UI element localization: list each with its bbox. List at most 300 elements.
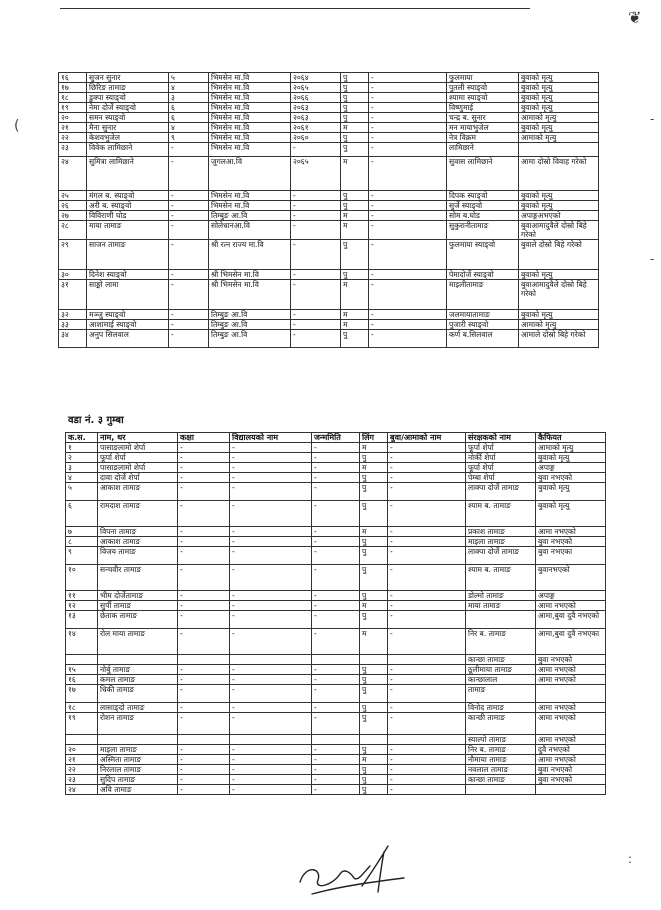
- table-row: [66, 675, 606, 685]
- cell-school: -: [230, 755, 312, 765]
- cell-name: विविराणी घोड: [87, 211, 169, 221]
- cell-dob: -: [312, 629, 360, 655]
- cell-parents: -: [388, 775, 466, 785]
- cell-name: विवेक लामिछाने: [87, 143, 169, 157]
- cell-guardian: लामिछाने: [447, 143, 519, 157]
- cell-parents: -: [388, 629, 466, 655]
- cell-guardian: मन मायाभुजेल: [447, 123, 519, 133]
- beneficiary-table-2: [65, 432, 606, 795]
- cell-guardian: पेमादोर्जे स्याङ्वो: [447, 270, 519, 280]
- cell-dob: -: [312, 755, 360, 765]
- cell-dob: -: [312, 565, 360, 591]
- cell-name: अनुप सिलवाल: [87, 330, 169, 348]
- cell-grade: -: [169, 221, 209, 240]
- cell-grade: -: [169, 191, 209, 201]
- cell-name: अरी ब. स्याङ्वो: [87, 201, 169, 211]
- cell-sex: [360, 735, 388, 745]
- cell-school: -: [230, 527, 312, 537]
- cell-grade: -: [178, 527, 230, 537]
- cell-remarks: आमा दोस्रो विवाह गरेको: [519, 157, 599, 191]
- table-row: [66, 745, 606, 755]
- cell-remarks: बुवाको मृत्यु: [519, 270, 599, 280]
- cell-grade: -: [169, 320, 209, 330]
- cell-school: -: [230, 765, 312, 775]
- cell-sn: १६: [66, 675, 98, 685]
- cell-dob: -: [312, 463, 360, 473]
- cell-sn: २०: [66, 745, 98, 755]
- cell-remarks: आमा नभएको: [536, 601, 606, 611]
- cell-name: सन्चवीर तामाङ: [98, 565, 178, 591]
- cell-grade: -: [178, 547, 230, 565]
- cell-guardian: फूर्पा शेर्पा: [466, 443, 536, 453]
- cell-sn: २५: [59, 191, 87, 201]
- cell-parents: -: [388, 483, 466, 501]
- cell-sn: १४: [66, 629, 98, 655]
- cell-sn: ५: [66, 483, 98, 501]
- cell-name: आकाश तामाङ: [98, 483, 178, 501]
- cell-sex: पु: [341, 143, 369, 157]
- cell-parents: -: [369, 73, 447, 83]
- cell-sex: पु: [360, 785, 388, 795]
- cell-dob: -: [291, 221, 341, 240]
- table-row: [66, 443, 606, 453]
- cell-sn: १०: [66, 565, 98, 591]
- cell-sn: १६: [59, 73, 87, 83]
- table-row: [66, 527, 606, 537]
- cell-sn: २०: [59, 113, 87, 123]
- cell-sex: पु: [360, 565, 388, 591]
- cell-sex: पु: [341, 93, 369, 103]
- cell-guardian: [466, 611, 536, 629]
- cell-grade: -: [178, 537, 230, 547]
- table-row: [66, 537, 606, 547]
- cell-sex: पु: [360, 765, 388, 775]
- cell-guardian: प्रकाश तामाङ: [466, 527, 536, 537]
- cell-dob: -: [291, 240, 341, 270]
- cell-sex: पु: [360, 775, 388, 785]
- cell-sex: पु: [360, 501, 388, 527]
- cell-name: अवि तामाङ: [98, 785, 178, 795]
- cell-sex: पु: [341, 270, 369, 280]
- cell-name: नोर्बु तामाङ: [98, 665, 178, 675]
- cell-parents: -: [388, 501, 466, 527]
- cell-guardian: माइला तामाङ: [466, 537, 536, 547]
- cell-school: तिम्बुङ आ.वि: [209, 310, 291, 320]
- table-row: [66, 785, 606, 795]
- cell-dob: २०६६: [291, 93, 341, 103]
- cell-dob: -: [291, 310, 341, 320]
- cell-school: -: [230, 785, 312, 795]
- cell-name: फूर्पा शेर्पा: [98, 453, 178, 463]
- cell-grade: -: [169, 270, 209, 280]
- cell-guardian: नवलाल तामाङ: [466, 765, 536, 775]
- cell-grade: [178, 735, 230, 745]
- header-remarks: कैफियत: [536, 433, 606, 443]
- cell-guardian: नेत्र विक्रम: [447, 133, 519, 143]
- cell-remarks: आमाको मृत्यु: [519, 133, 599, 143]
- cell-guardian: नौमाया तामाङ: [466, 755, 536, 765]
- cell-name: पासाङलामो शेर्पा: [98, 443, 178, 453]
- cell-sn: ७: [66, 527, 98, 537]
- table-row: [59, 320, 599, 330]
- cell-guardian: कान्छा तामाङ: [466, 655, 536, 665]
- cell-remarks: [536, 685, 606, 703]
- table-row: [59, 201, 599, 211]
- cell-dob: -: [312, 591, 360, 601]
- cell-sex: पु: [341, 113, 369, 123]
- cell-sex: म: [360, 629, 388, 655]
- cell-remarks: [519, 143, 599, 157]
- cell-remarks: बुवाको मृत्यु: [519, 201, 599, 211]
- cell-remarks: बुवा नभएको: [536, 537, 606, 547]
- cell-parents: -: [388, 665, 466, 675]
- cell-school: -: [230, 483, 312, 501]
- cell-remarks: आमाले दोस्रो बिहे गरेको: [519, 330, 599, 348]
- cell-remarks: [536, 785, 606, 795]
- cell-name: रोल माया तामाङ: [98, 629, 178, 655]
- cell-remarks: बुवाको मृत्यु: [536, 453, 606, 463]
- cell-sn: १९: [59, 103, 87, 113]
- cell-grade: -: [169, 280, 209, 310]
- cell-grade: ५: [169, 73, 209, 83]
- cell-dob: २०६०: [291, 133, 341, 143]
- cell-dob: -: [312, 665, 360, 675]
- cell-school: [230, 735, 312, 745]
- header-sex: लिंग: [360, 433, 388, 443]
- cell-dob: -: [312, 685, 360, 703]
- cell-name: छेताक तामाङ: [98, 611, 178, 629]
- cell-remarks: आमा,बुवा दुवै नभएका: [536, 629, 606, 655]
- cell-school: भिमसेन मा.वि: [209, 73, 291, 83]
- cell-school: -: [230, 713, 312, 735]
- cell-name: केशवभुजेल: [87, 133, 169, 143]
- cell-parents: -: [388, 453, 466, 463]
- cell-grade: -: [169, 310, 209, 320]
- cell-parents: -: [369, 240, 447, 270]
- cell-grade: -: [178, 745, 230, 755]
- table-row: [59, 330, 599, 348]
- table-row: [59, 280, 599, 310]
- cell-remarks: आमाको मृत्यु: [519, 320, 599, 330]
- cell-guardian: निर ब. तामाङ: [466, 745, 536, 755]
- cell-grade: -: [178, 443, 230, 453]
- cell-name: अस्मिता तामाङ: [98, 755, 178, 765]
- cell-name: पासाङलामो शेर्पा: [98, 463, 178, 473]
- cell-name: रामदाश तामाङ: [98, 501, 178, 527]
- cell-name: समन स्याङ्वो: [87, 113, 169, 123]
- cell-remarks: बुवाले दोस्रो बिहे गरेको: [519, 240, 599, 270]
- table-row: [66, 629, 606, 655]
- cell-parents: -: [369, 201, 447, 211]
- cell-sn: ३: [66, 463, 98, 473]
- cell-school: भिमसेन मा.वि: [209, 143, 291, 157]
- cell-parents: -: [388, 601, 466, 611]
- cell-dob: -: [312, 703, 360, 713]
- cell-remarks: बुवाको मृत्यु: [519, 310, 599, 320]
- cell-dob: २०६५: [291, 157, 341, 191]
- cell-grade: -: [169, 201, 209, 211]
- cell-parents: -: [388, 685, 466, 703]
- cell-sn: १५: [66, 665, 98, 675]
- cell-school: भिमसेन मा.वि: [209, 123, 291, 133]
- table-row: [66, 601, 606, 611]
- cell-school: भिमसेन मा.वि: [209, 103, 291, 113]
- cell-parents: -: [388, 463, 466, 473]
- cell-guardian: श्याम ब. तामाङ: [466, 501, 536, 527]
- cell-name: सुर्पी तामाङ: [98, 601, 178, 611]
- cell-guardian: नोर्की शेर्पा: [466, 453, 536, 463]
- cell-school: भिमसेन मा.वि: [209, 83, 291, 93]
- cell-grade: [178, 655, 230, 665]
- cell-sex: पु: [360, 665, 388, 675]
- cell-remarks: आमा,बुवा दुवै नभएको: [536, 611, 606, 629]
- cell-name: निरलाल तामाङ: [98, 765, 178, 775]
- cell-sex: पु: [360, 745, 388, 755]
- cell-name: आशामाई स्याङ्वो: [87, 320, 169, 330]
- table-row: [66, 655, 606, 665]
- cell-grade: -: [169, 330, 209, 348]
- cell-guardian: माइलीतामाङ: [447, 280, 519, 310]
- section-title: वडा नं. ३ गुम्बा: [68, 415, 124, 426]
- cell-remarks: बुवाआमादुवैले दोस्रो बिहे गरेको: [519, 280, 599, 310]
- cell-parents: [388, 735, 466, 745]
- cell-sn: १८: [59, 93, 87, 103]
- cell-sn: ३४: [59, 330, 87, 348]
- cell-guardian: पुतली स्याङ्वो: [447, 83, 519, 93]
- header-guardian: संरक्षकको नाम: [466, 433, 536, 443]
- margin-mark-right: -: [650, 112, 655, 126]
- cell-sn: २४: [66, 785, 98, 795]
- cell-parents: -: [369, 270, 447, 280]
- cell-school: -: [230, 775, 312, 785]
- cell-sn: २३: [59, 143, 87, 157]
- table-row: [59, 103, 599, 113]
- cell-sn: ९: [66, 547, 98, 565]
- cell-school: -: [230, 547, 312, 565]
- header-sn: क.स.: [66, 433, 98, 443]
- cell-sn: ३०: [59, 270, 87, 280]
- cell-guardian: फुलमाया: [447, 73, 519, 83]
- cell-parents: -: [388, 703, 466, 713]
- cell-guardian: श्याम ब. तामाङ: [466, 565, 536, 591]
- margin-mark-right-2: -: [650, 252, 655, 266]
- cell-dob: २०६३: [291, 113, 341, 123]
- cell-dob: [312, 735, 360, 745]
- cell-remarks: बुवाआमादुवैले दोस्रो बिहे गरेको: [519, 221, 599, 240]
- cell-sex: म: [360, 527, 388, 537]
- cell-grade: -: [178, 775, 230, 785]
- cell-parents: -: [369, 113, 447, 123]
- cell-school: -: [230, 453, 312, 463]
- cell-grade: ४: [169, 83, 209, 93]
- cell-grade: -: [178, 703, 230, 713]
- table-row: [59, 240, 599, 270]
- cell-grade: -: [169, 143, 209, 157]
- cell-guardian: [466, 785, 536, 795]
- cell-school: सोलेधानआ.वि: [209, 221, 291, 240]
- cell-name: छिरिङ तामाङ: [87, 83, 169, 93]
- cell-parents: -: [369, 211, 447, 221]
- signature-image: [292, 842, 412, 902]
- cell-grade: ४: [169, 123, 209, 133]
- table-row: [66, 591, 606, 601]
- cell-sn: १८: [66, 703, 98, 713]
- cell-sex: पु: [341, 83, 369, 93]
- cell-dob: -: [291, 191, 341, 201]
- cell-sex: पु: [360, 703, 388, 713]
- cell-sex: म: [341, 221, 369, 240]
- table-row: [66, 685, 606, 703]
- cell-parents: -: [369, 133, 447, 143]
- cell-guardian: जलमायातामाङ: [447, 310, 519, 320]
- cell-dob: २०६१: [291, 123, 341, 133]
- cell-parents: -: [369, 330, 447, 348]
- cell-name: नेमा दोर्जे स्याङ्वो: [87, 103, 169, 113]
- cell-school: -: [230, 611, 312, 629]
- table-row: [59, 123, 599, 133]
- table-row: [66, 703, 606, 713]
- table-row: [66, 501, 606, 527]
- cell-school: -: [230, 501, 312, 527]
- table-row: [66, 483, 606, 501]
- table-row: [66, 565, 606, 591]
- cell-guardian: विष्णुमाई: [447, 103, 519, 113]
- cell-remarks: अपाङ्ग: [536, 591, 606, 601]
- cell-grade: -: [178, 473, 230, 483]
- table-row: [59, 157, 599, 191]
- cell-guardian: कान्छालाल: [466, 675, 536, 685]
- cell-grade: -: [169, 211, 209, 221]
- cell-sex: म: [341, 211, 369, 221]
- cell-guardian: लाक्पा दोर्जे तामाङ: [466, 483, 536, 501]
- table-row: [59, 133, 599, 143]
- table-row: [66, 665, 606, 675]
- cell-sex: पु: [341, 201, 369, 211]
- table-row: [66, 547, 606, 565]
- cell-sex: पु: [341, 103, 369, 113]
- cell-sn: ८: [66, 537, 98, 547]
- cell-name: धिकी तामाङ: [98, 685, 178, 703]
- cell-remarks: बुवा नभएका: [536, 547, 606, 565]
- table-row: [66, 755, 606, 765]
- cell-sex: [360, 655, 388, 665]
- cell-sex: पु: [360, 473, 388, 483]
- cell-grade: -: [178, 665, 230, 675]
- cell-parents: -: [388, 547, 466, 565]
- cell-remarks: बुवा नभएको: [536, 655, 606, 665]
- header-name: नाम, थर: [98, 433, 178, 443]
- cell-parents: -: [369, 221, 447, 240]
- cell-sn: ३१: [59, 280, 87, 310]
- cell-grade: -: [178, 785, 230, 795]
- cell-school: -: [230, 591, 312, 601]
- cell-grade: -: [178, 755, 230, 765]
- cell-school: -: [230, 745, 312, 755]
- cell-sn: २१: [59, 123, 87, 133]
- table-row: [66, 713, 606, 735]
- table-row: [59, 221, 599, 240]
- cell-sn: १२: [66, 601, 98, 611]
- cell-school: -: [230, 443, 312, 453]
- cell-remarks: बुवाको मृत्यु: [519, 123, 599, 133]
- cell-remarks: बुवा नभएको: [536, 765, 606, 775]
- cell-parents: -: [388, 765, 466, 775]
- cell-dob: -: [291, 143, 341, 157]
- cell-parents: -: [369, 143, 447, 157]
- cell-guardian: सुकुरानीतामाङ: [447, 221, 519, 240]
- cell-remarks: आमा नभएको: [536, 665, 606, 675]
- cell-parents: -: [388, 675, 466, 685]
- table-row: [59, 191, 599, 201]
- cell-name: सुदिप तामाङ: [98, 775, 178, 785]
- cell-school: -: [230, 665, 312, 675]
- cell-sn: ११: [66, 591, 98, 601]
- cell-name: रोशन तामाङ: [98, 713, 178, 735]
- cell-dob: -: [291, 330, 341, 348]
- cell-guardian: लाक्पा दोर्जे तामाङ: [466, 547, 536, 565]
- cell-remarks: बुवाको मृत्यु: [536, 483, 606, 501]
- cell-remarks: आमा नभएको: [536, 713, 606, 735]
- cell-sex: पु: [360, 547, 388, 565]
- cell-grade: -: [178, 675, 230, 685]
- cell-dob: -: [312, 775, 360, 785]
- cell-guardian: ठूलीमाया तामाङ: [466, 665, 536, 675]
- cell-name: आकाश तामाङ: [98, 537, 178, 547]
- cell-school: [230, 655, 312, 665]
- cell-parents: -: [388, 473, 466, 483]
- cell-parents: -: [369, 320, 447, 330]
- cell-dob: -: [312, 547, 360, 565]
- cell-sex: पु: [360, 591, 388, 601]
- cell-remarks: आमाको मृत्यु: [519, 113, 599, 123]
- cell-grade: ६: [169, 113, 209, 123]
- cell-school: श्री भिमसेन मा.वि: [209, 270, 291, 280]
- cell-remarks: बुवा नभएको: [536, 775, 606, 785]
- cell-remarks: आमा नभएको: [536, 755, 606, 765]
- cell-guardian: दिपक स्याङ्वो: [447, 191, 519, 201]
- cell-sn: ३३: [59, 320, 87, 330]
- cell-school: भिमसेन मा.वि: [209, 133, 291, 143]
- cell-dob: -: [312, 675, 360, 685]
- cell-school: तिम्बुङ आ.वि: [209, 330, 291, 348]
- cell-school: -: [230, 629, 312, 655]
- cell-sex: म: [341, 280, 369, 310]
- table-row: [59, 73, 599, 83]
- cell-remarks: आमा नभएको: [536, 527, 606, 537]
- cell-dob: [312, 655, 360, 665]
- cell-school: -: [230, 703, 312, 713]
- cell-grade: ६: [169, 103, 209, 113]
- cell-sex: पु: [360, 675, 388, 685]
- cell-guardian: पेम्बा शेर्पा: [466, 473, 536, 483]
- cell-name: विजय तामाङ: [98, 547, 178, 565]
- cell-parents: -: [369, 83, 447, 93]
- cell-sex: म: [360, 463, 388, 473]
- cell-name: माया तामाङ: [87, 221, 169, 240]
- cell-dob: -: [312, 785, 360, 795]
- table-row: [66, 463, 606, 473]
- header-grade: कक्षा: [178, 433, 230, 443]
- cell-sn: २४: [59, 157, 87, 191]
- cell-sex: पु: [341, 330, 369, 348]
- cell-name: साजन तामाङ: [87, 240, 169, 270]
- cell-sex: पु: [341, 240, 369, 270]
- table-row: [59, 310, 599, 320]
- cell-name: भीम दोर्जेतामाङ: [98, 591, 178, 601]
- cell-school: भिमसेन मा.वि: [209, 191, 291, 201]
- cell-parents: -: [388, 443, 466, 453]
- cell-sn: २१: [66, 755, 98, 765]
